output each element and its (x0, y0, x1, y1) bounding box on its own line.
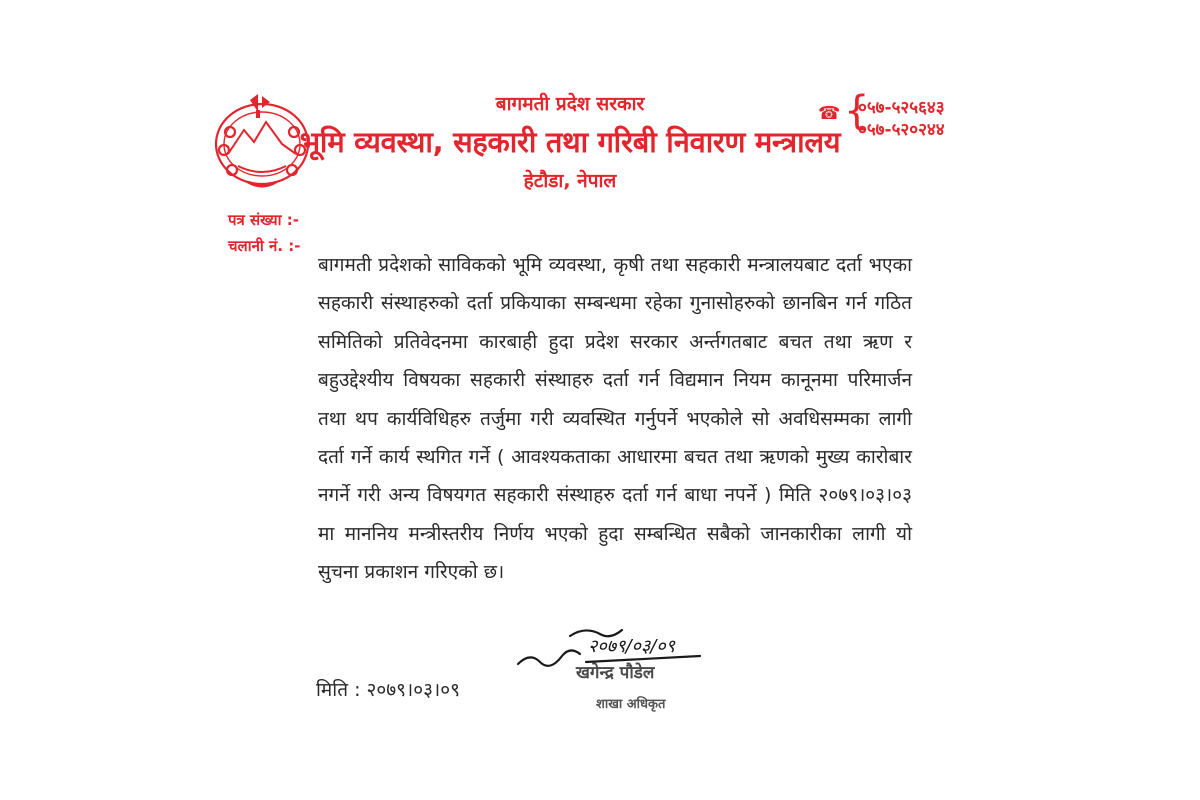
notice-date: मिति : २०७९।०३।०९ (316, 679, 460, 701)
signature-stamp (510, 616, 710, 716)
letter-number-label: पत्र संख्या :- (228, 211, 299, 229)
phone-number: ०५७-५२५६४३ (858, 98, 945, 118)
svg-text:२०७९/०३/०९: २०७९/०३/०९ (588, 636, 676, 657)
office-title: बागमती प्रदेश सरकार (495, 93, 645, 115)
svg-text:खगेन्द्र पौडेल: खगेन्द्र पौडेल (576, 663, 655, 683)
phone-number: ०५७-५२०२४४ (858, 120, 945, 140)
telephone-icon: ☎ (818, 103, 841, 124)
ministry-title: भूमि व्यवस्था, सहकारी तथा गरिबी निवारण मन्त्रालय (299, 125, 841, 159)
office-city: हेटौडा, नेपाल (523, 170, 617, 192)
svg-text:शाखा अधिकृत: शाखा अधिकृत (596, 697, 666, 712)
dispatch-number-label: चलानी नं. :- (228, 237, 301, 255)
notice-body: बागमती प्रदेशको साविकको भूमि व्यवस्था, कृषी तथा सहकारी मन्त्रालयबाट दर्ता भएका सहकारी संस्थाहरुको दर्ता प्रकियाका सम्बन्धमा रहेका गुनासोहरुको छानबिन गर्न गठित समितिको प्रतिवेदनमा कारबाही हुदा प्रदेश सरकार अर्न्तगतबाट बचत तथा ऋण र बहुउद्देश्यीय विषयका सहकारी संस्थाहरु दर्ता गर्न विद्यमान नियम कानूनमा परिमार्जन तथा थप कार्यविधिहरु तर्जुमा गरी व्यवस्थित गर्नुपर्ने भएकोले सो अवधिसम्मका लागी दर्ता गर्ने कार्य स्थगित गर्ने ( आवश्यकताका आधारमा बचत तथा ऋणको मुख्य कारोबार नगर्ने गरी अन्य विषयगत सहकारी संस्थाहरु दर्ता गर्न बाधा नपर्ने ) मिति २०७९।०३।०३ मा माननिय मन्त्रीस्तरीय निर्णय भएको हुदा सम्बन्धित सबैको जानकारीका लागी यो सुचना प्रकाशन गरिएको छ। (318, 254, 912, 584)
brace-icon: { (844, 88, 870, 134)
